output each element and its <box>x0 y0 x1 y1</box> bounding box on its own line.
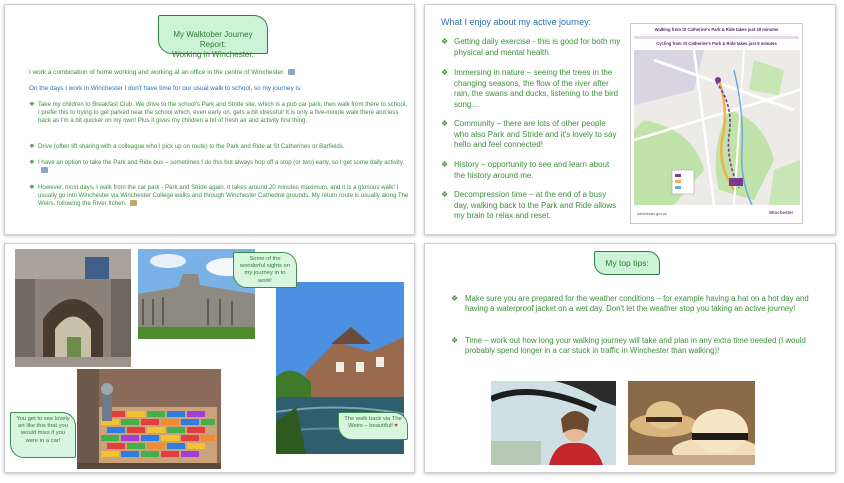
diamond-bullet-icon: ❖ <box>441 190 449 199</box>
map-graphic <box>634 50 800 205</box>
days-line: On the days I work in Winchester I don't have time for our usual walk to school, so my journey is: <box>29 85 302 92</box>
street-art-wall-photo <box>77 369 221 469</box>
bullet-text: Community – there are lots of other people who also Park and Stride and it's lovely to say hello and feel connected! <box>454 119 617 149</box>
slide-title: What I enjoy about my active journey: <box>441 17 592 27</box>
list-item <box>441 37 621 58</box>
callout-text: The walk back via The Weirs – beautiful! <box>344 416 402 430</box>
route-map-image <box>630 23 803 224</box>
title-banner <box>158 15 268 59</box>
diamond-bullet-icon: ❖ <box>441 160 449 169</box>
bus-icon <box>41 167 48 173</box>
sun-hats-photo <box>628 381 755 465</box>
intro-line: I work a combination of home working and working at an office in the centre of Winchester. <box>29 69 285 76</box>
list-item <box>29 159 409 175</box>
umbrella-rain-photo <box>491 381 616 465</box>
bullet-text: Immersing in nature – seeing the trees in the changing seasons, the flow of the river after rain, the swans and ducks, listening to the bird song… <box>454 68 619 109</box>
diamond-bullet-icon: ❖ <box>441 119 449 128</box>
list-item <box>441 119 621 151</box>
bullet-text: History – opportunity to see and learn about the history around me. <box>454 160 610 180</box>
intro-text <box>29 69 409 77</box>
diamond-bullet-icon: ❖ <box>29 143 35 150</box>
painted-bricks <box>99 407 217 463</box>
callout-text: You get to see lovely art like this that you would miss if you were in a car! <box>16 416 70 444</box>
office-icon <box>288 69 295 75</box>
bullet-text: However, most days, I walk from the car park - Park and Stride again. It takes around 20 minutes maximum, and it is a glorious walk! I usually go into Winchester via Winchester College walks and through Winchester Cathedral grounds. My return route is usually along The Weirs, following the River Itchen. <box>38 184 409 207</box>
list-item <box>451 336 816 356</box>
diamond-bullet-icon: ❖ <box>451 336 459 345</box>
bullet-text: Decompression time – at the end of a busy day, walking back to the Park and Ride allows my brain to relax and reset. <box>454 190 617 220</box>
callout-sights <box>233 252 297 288</box>
diamond-bullet-icon: ❖ <box>29 184 35 191</box>
map-route-notes <box>634 36 799 39</box>
bullet-text: Getting daily exercise - this is good for both my physical and mental health. <box>454 37 621 57</box>
tip-text: Make sure you are prepared for the weather conditions – for example having a hat on a hot day and having a waterproof jacket on a wet day. Don't let the weather stop you taking an active journey! <box>465 294 809 313</box>
map-footer-url: winchester.gov.uk <box>637 212 667 216</box>
callout-street-art <box>10 412 76 458</box>
slide-top-tips[interactable] <box>424 243 836 473</box>
slide-what-i-enjoy[interactable] <box>424 4 836 235</box>
heart-icon: ♥ <box>392 423 398 430</box>
list-item <box>441 68 621 110</box>
list-item <box>451 294 816 314</box>
list-item <box>441 160 621 181</box>
bullet-text: Take my children to Breakfast Club. We drive to the school's Park and Stride site, which is a pub car park, then walk from there to school. I prefer this to trying to get parked near the school which, even early on, gets a bit stressful! It is only a five-minute walk there and less back as I'm a bit quicker on my own! Plus it gives my children a bit of fresh air and activity first thing. <box>38 101 407 124</box>
archway-photo <box>15 249 131 367</box>
walking-icon <box>130 200 137 206</box>
list-item <box>441 190 621 222</box>
slide-photo-collage[interactable] <box>4 243 415 473</box>
bullet-text: Drive (often lift sharing with a colleague who I pick up on route) to the Park and Ride at St Catherines or Barfields. <box>38 143 345 150</box>
diamond-bullet-icon: ❖ <box>451 294 459 303</box>
winchester-logo: Winchester <box>769 210 794 215</box>
callout-text: Some of the wonderful sights on my journey in to work! <box>240 256 290 284</box>
diamond-bullet-icon: ❖ <box>441 68 449 77</box>
map-heading-cycle: Cycling from St Catherine's Park & Ride takes just 8 minutes <box>656 41 777 46</box>
diamond-bullet-icon: ❖ <box>29 159 35 166</box>
diamond-bullet-icon: ❖ <box>29 101 35 108</box>
callout-weirs <box>338 412 408 440</box>
list-item <box>29 143 409 151</box>
map-heading-walk: Walking from St Catherine's Park & Ride takes just 18 minutes <box>654 27 779 32</box>
bullet-text: I have an option to take the Park and Ride bus – sometimes I do this but always hop off a stop (or two) early, so I get some daily activity. <box>38 159 405 166</box>
slide-journey-report[interactable] <box>4 4 415 235</box>
slide-title: My Walktober Journey Report: Working in Winchester. <box>172 30 254 59</box>
title-banner <box>594 251 660 275</box>
list-item <box>29 184 409 208</box>
diamond-bullet-icon: ❖ <box>441 37 449 46</box>
tip-text: Time – work out how long your walking journey will take and plan in any extra time needed (I would probably spend longer in a car stuck in traffic in Winchester than walking)! <box>465 336 806 355</box>
slide-title: My top tips: <box>605 258 649 268</box>
list-item <box>29 101 409 125</box>
